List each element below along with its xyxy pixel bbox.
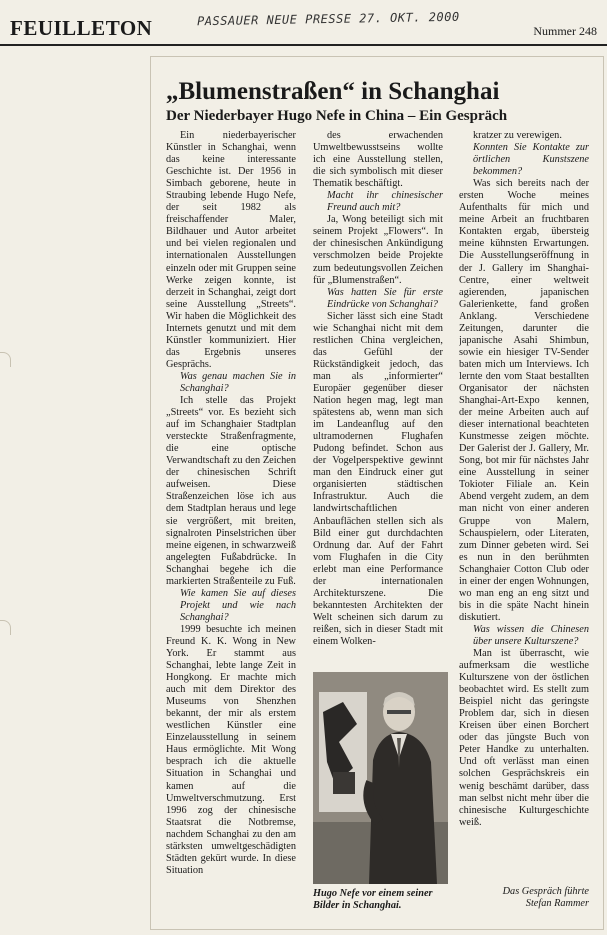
article-paragraph: Man ist überrascht, wie aufmerksam die westliche Kulturszene von der östlichen beobachtet wird. Es stellt zum Beispiel nicht das geringste Problem dar, sich in diesen Kreisen über einen Borchert oder das jüngste Buch von Peter Handke zu unterhalten. Und oft verlässt man einen solchen Gesprächskreis ein wenig beschämt darüber, dass man selbst nicht mehr über die chinesische Kulturgeschichte weiß. [459,648,589,828]
issue-number: Nummer 248 [533,24,597,38]
interview-question: Was hatten Sie für erste Eindrücke von Schanghai? [327,286,443,310]
section-title: FEUILLETON [10,16,153,40]
scan-mark [0,352,11,367]
interview-question: Konnten Sie Kontakte zur örtlichen Kunstszene bekommen? [473,142,589,178]
article-paragraph: kratzer zu verewigen. [473,130,562,141]
photo-caption: Hugo Nefe vor einem seiner Bilder in Schanghai. [313,888,433,911]
article-paragraph: 1999 besuchte ich meinen Freund K. K. Wong in New York. Er stammt aus Schanghai, lebte lange Zeit in Hongkong. Er machte mich auch mit dem Direktor des Museums von Shenzhen bekannt, der mir als erstem westlichen Künstler eine Einzelausstellung in seinem Haus ermöglichte. Mit Wong besprach ich die aktuelle Situation in Schanghai und kamen auf die Umweltverschmutzung. Erst 1996 zog der chinesische Staatsrat die Notbremse, nachdem Schanghai zu den am stärksten umweltgeschädigten Städten gekürt wurde. In diese Situation [166,623,296,876]
article-paragraph: Sicher lässt sich eine Stadt wie Schanghai nicht mit dem restlichen China vergleichen, das Gefühl der Rückständigkeit jedoch, das man als „informierter“ Europäer gegenüber dieser Nation hegen mag, legt man spätestens ab, wenn man sich im Landeanflug auf den ultramodernen Flughafen Pudong befindet. Schon aus der Vogelperspektive gewinnt man den Eindruck einer gut organisierten städtischen Infrastruktur. Auch die landwirtschaftlichen Anbauflächen stellen sich als Bild einer gut durchdachten Ordnung dar. Auf der Fahrt vom Flughafen in die City erlebt man eine Performance der internationalen Architekturszene. Die bekanntesten Architekten der Welt scheinen sich darum zu reißen, sich in dieser Stadt mit einem Wolken- [313,310,443,647]
article-column-2-text [313,130,443,672]
interview-question: Wie kamen Sie auf dieses Projekt und wie nach Schanghai? [180,587,296,623]
handwritten-source-note: PASSAUER NEUE PRESSE 27. OKT. 2000 [196,9,460,29]
scan-mark [0,620,11,635]
interview-question: Was wissen die Chinesen über unsere Kulturszene? [473,623,589,647]
article-subheadline: Der Niederbayer Hugo Nefe in China – Ein Gespräch [166,108,508,124]
credit-author: Stefan Rammer [525,898,589,909]
article-photo [313,672,448,884]
interview-question: Macht ihr chinesischer Freund auch mit? [327,190,443,214]
article-headline: „Blumenstraßen“ in Schanghai [166,78,500,105]
article-paragraph: Ja, Wong beteiligt sich mit seinem Projekt „Flowers“. In der chinesischen Ankündigung verschmolzen beide Projekte zum bedeutungsvollen Zeichen für „Blumenstraßen“. [313,214,443,286]
article-column-1 [166,130,296,916]
article-paragraph: Ich stelle das Projekt „Streets“ vor. Es bezieht sich auf im Schanghaier Stadtplan versteckte Straßenfragmente, die eine optische Verwandtschaft zu den Zeichen der chinesischen Schrift aufweisen. Diese Straßenzeichen löse ich aus dem Stadtplan heraus und lege sie vergrößert, mit breiten, signalroten Pinselstrichen über meine eigenen, in schwarzweiß angelegten Fußabdrücke. In Schanghai begehe ich die markierten Straßenteile zu Fuß. [166,395,296,587]
page-header [0,9,607,46]
article-credit [459,886,589,910]
credit-line: Das Gespräch führte [502,886,589,897]
interview-question: Was genau machen Sie in Schanghai? [180,370,296,394]
article-paragraph: des erwachenden Umweltbewusstseins wollte ich eine Ausstellung stellen, die sich symbolisch mit dieser Thematik beschäftigt. [313,130,443,190]
article-column-3 [459,130,589,916]
article-paragraph: Was sich bereits nach der ersten Woche meines Aufenthalts für mich und meine Arbeit an fruchtbaren Kontakten ergab, übersteig meine kühnsten Erwartungen. Die Ausstellungseröffnung in der J. Gallery im Shanghai-Centre, einer weltweit agierenden, japanischen Galerienkette, fand großen Anklang. Verschiedene Zeitungen, darunter die japanische Asahi Shimbun, sowie ein hiesiger TV-Sender baten mich um Interviews. Ich lernte den vom Staat bestallten Organisator der nächsten Shanghai-Art-Expo kennen, der meine Arbeiten auch auf dieser international beachteten Kunstmesse zeigen möchte. Der Galerist der J. Gallery, Mr. Song, bot mir für nächstes Jahr eine Ausstellung in seiner Tokioter Filiale an. Kein Abend vergeht zudem, an dem man nicht von einer anderen Gruppe von Malern, Schauspielern, oder Literaten, zum Dinner gebeten wird. Sei es nun in den berühmten Schanghaier Cotton Club oder in einer der engen Wohnungen, wo man eng an eng sitzt und bis in die späte Nacht hinein diskutiert. [459,178,589,623]
photo-illustration [313,672,448,884]
article-paragraph: Ein niederbayerischer Künstler in Schanghai, wenn das keine interessante Geschichte ist. Der 1956 in Simbach geborene, heute in Straubing lebende Hugo Nefe, der seit 1982 als freischaffender Maler, Bildhauer und Autor arbeitet und bei vielen regionalen und internationalen Ausstellungen einzeln oder mit Gruppen seine Werke zeigen konnte, ist derzeit in Schanghai, zeigt dort seine Ausstellung „Streets“. Wir haben die Möglichkeit des Internets genutzt und mit dem Künstler kommuniziert. Hier das Ergebnis unseres Gesprächs. [166,130,296,370]
